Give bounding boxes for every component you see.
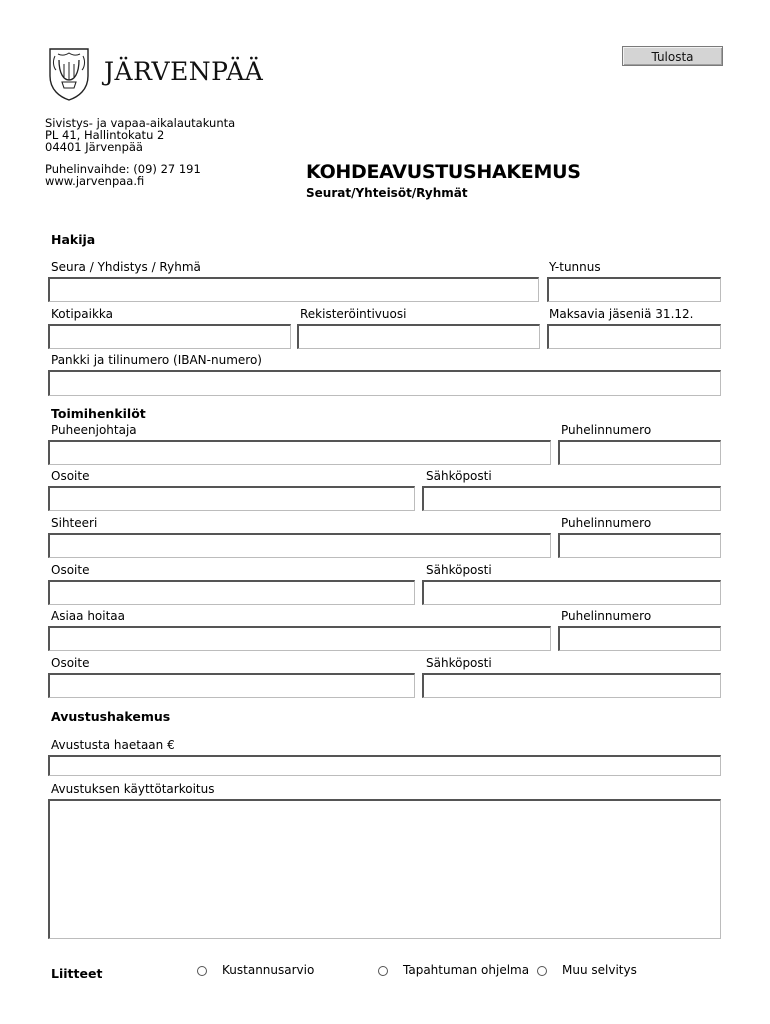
members-input[interactable] <box>547 324 721 349</box>
secretary-phone-label: Puhelinnumero <box>561 516 652 530</box>
form-subtitle: Seurat/Yhteisöt/Ryhmät <box>306 186 468 200</box>
address-phone: Puhelinvaihde: (09) 27 191 <box>45 162 201 176</box>
grant-amount-label: Avustusta haetaan € <box>51 738 175 752</box>
chair-address-input[interactable] <box>48 486 415 511</box>
grant-purpose-textarea[interactable] <box>48 799 721 939</box>
bank-label: Pankki ja tilinumero (IBAN-numero) <box>51 353 262 367</box>
contact-input[interactable] <box>48 626 551 651</box>
attachment-label-program: Tapahtuman ohjelma <box>403 963 530 977</box>
address-po-box: PL 41, Hallintokatu 2 <box>45 128 165 142</box>
chair-email-label: Sähköposti <box>426 469 492 483</box>
attachment-radio-other[interactable] <box>537 966 547 976</box>
logo-wordmark: JÄRVENPÄÄ <box>104 57 264 86</box>
bank-input[interactable] <box>48 370 721 396</box>
attachment-label-budget: Kustannusarvio <box>222 963 315 977</box>
secretary-email-label: Sähköposti <box>426 563 492 577</box>
reg-year-label: Rekisteröintivuosi <box>300 307 407 321</box>
club-label: Seura / Yhdistys / Ryhmä <box>51 260 201 274</box>
contact-email-label: Sähköposti <box>426 656 492 670</box>
grant-amount-input[interactable] <box>48 755 721 776</box>
contact-phone-label: Puhelinnumero <box>561 609 652 623</box>
attachment-radio-budget[interactable] <box>197 966 207 976</box>
chair-input[interactable] <box>48 440 551 465</box>
chair-label: Puheenjohtaja <box>51 423 137 437</box>
attachment-radio-program[interactable] <box>378 966 388 976</box>
address-postal: 04401 Järvenpää <box>45 140 143 154</box>
address-website: www.jarvenpaa.fi <box>45 174 145 188</box>
secretary-email-input[interactable] <box>422 580 721 605</box>
contact-address-input[interactable] <box>48 673 415 698</box>
chair-phone-label: Puhelinnumero <box>561 423 652 437</box>
secretary-input[interactable] <box>48 533 551 558</box>
secretary-phone-input[interactable] <box>558 533 721 558</box>
chair-address-label: Osoite <box>51 469 90 483</box>
secretary-label: Sihteeri <box>51 516 98 530</box>
reg-year-input[interactable] <box>297 324 540 349</box>
address-department: Sivistys- ja vapaa-aikalautakunta <box>45 116 236 130</box>
contact-label: Asiaa hoitaa <box>51 609 126 623</box>
contact-phone-input[interactable] <box>558 626 721 651</box>
club-input[interactable] <box>48 277 539 302</box>
print-button[interactable]: Tulosta <box>622 46 723 66</box>
home-input[interactable] <box>48 324 291 349</box>
section-grant: Avustushakemus <box>51 709 171 724</box>
contact-address-label: Osoite <box>51 656 90 670</box>
contact-email-input[interactable] <box>422 673 721 698</box>
grant-purpose-label: Avustuksen käyttötarkoitus <box>51 782 215 796</box>
secretary-address-label: Osoite <box>51 563 90 577</box>
secretary-address-input[interactable] <box>48 580 415 605</box>
section-applicant: Hakija <box>51 232 96 247</box>
coat-of-arms-icon <box>44 46 94 102</box>
section-officials: Toimihenkilöt <box>51 406 146 421</box>
section-attachments: Liitteet <box>51 966 103 981</box>
ytunnus-label: Y-tunnus <box>549 260 601 274</box>
attachment-label-other: Muu selvitys <box>562 963 637 977</box>
form-title: KOHDEAVUSTUSHAKEMUS <box>306 161 581 183</box>
chair-email-input[interactable] <box>422 486 721 511</box>
members-label: Maksavia jäseniä 31.12. <box>549 307 694 321</box>
chair-phone-input[interactable] <box>558 440 721 465</box>
home-label: Kotipaikka <box>51 307 113 321</box>
ytunnus-input[interactable] <box>547 277 721 302</box>
